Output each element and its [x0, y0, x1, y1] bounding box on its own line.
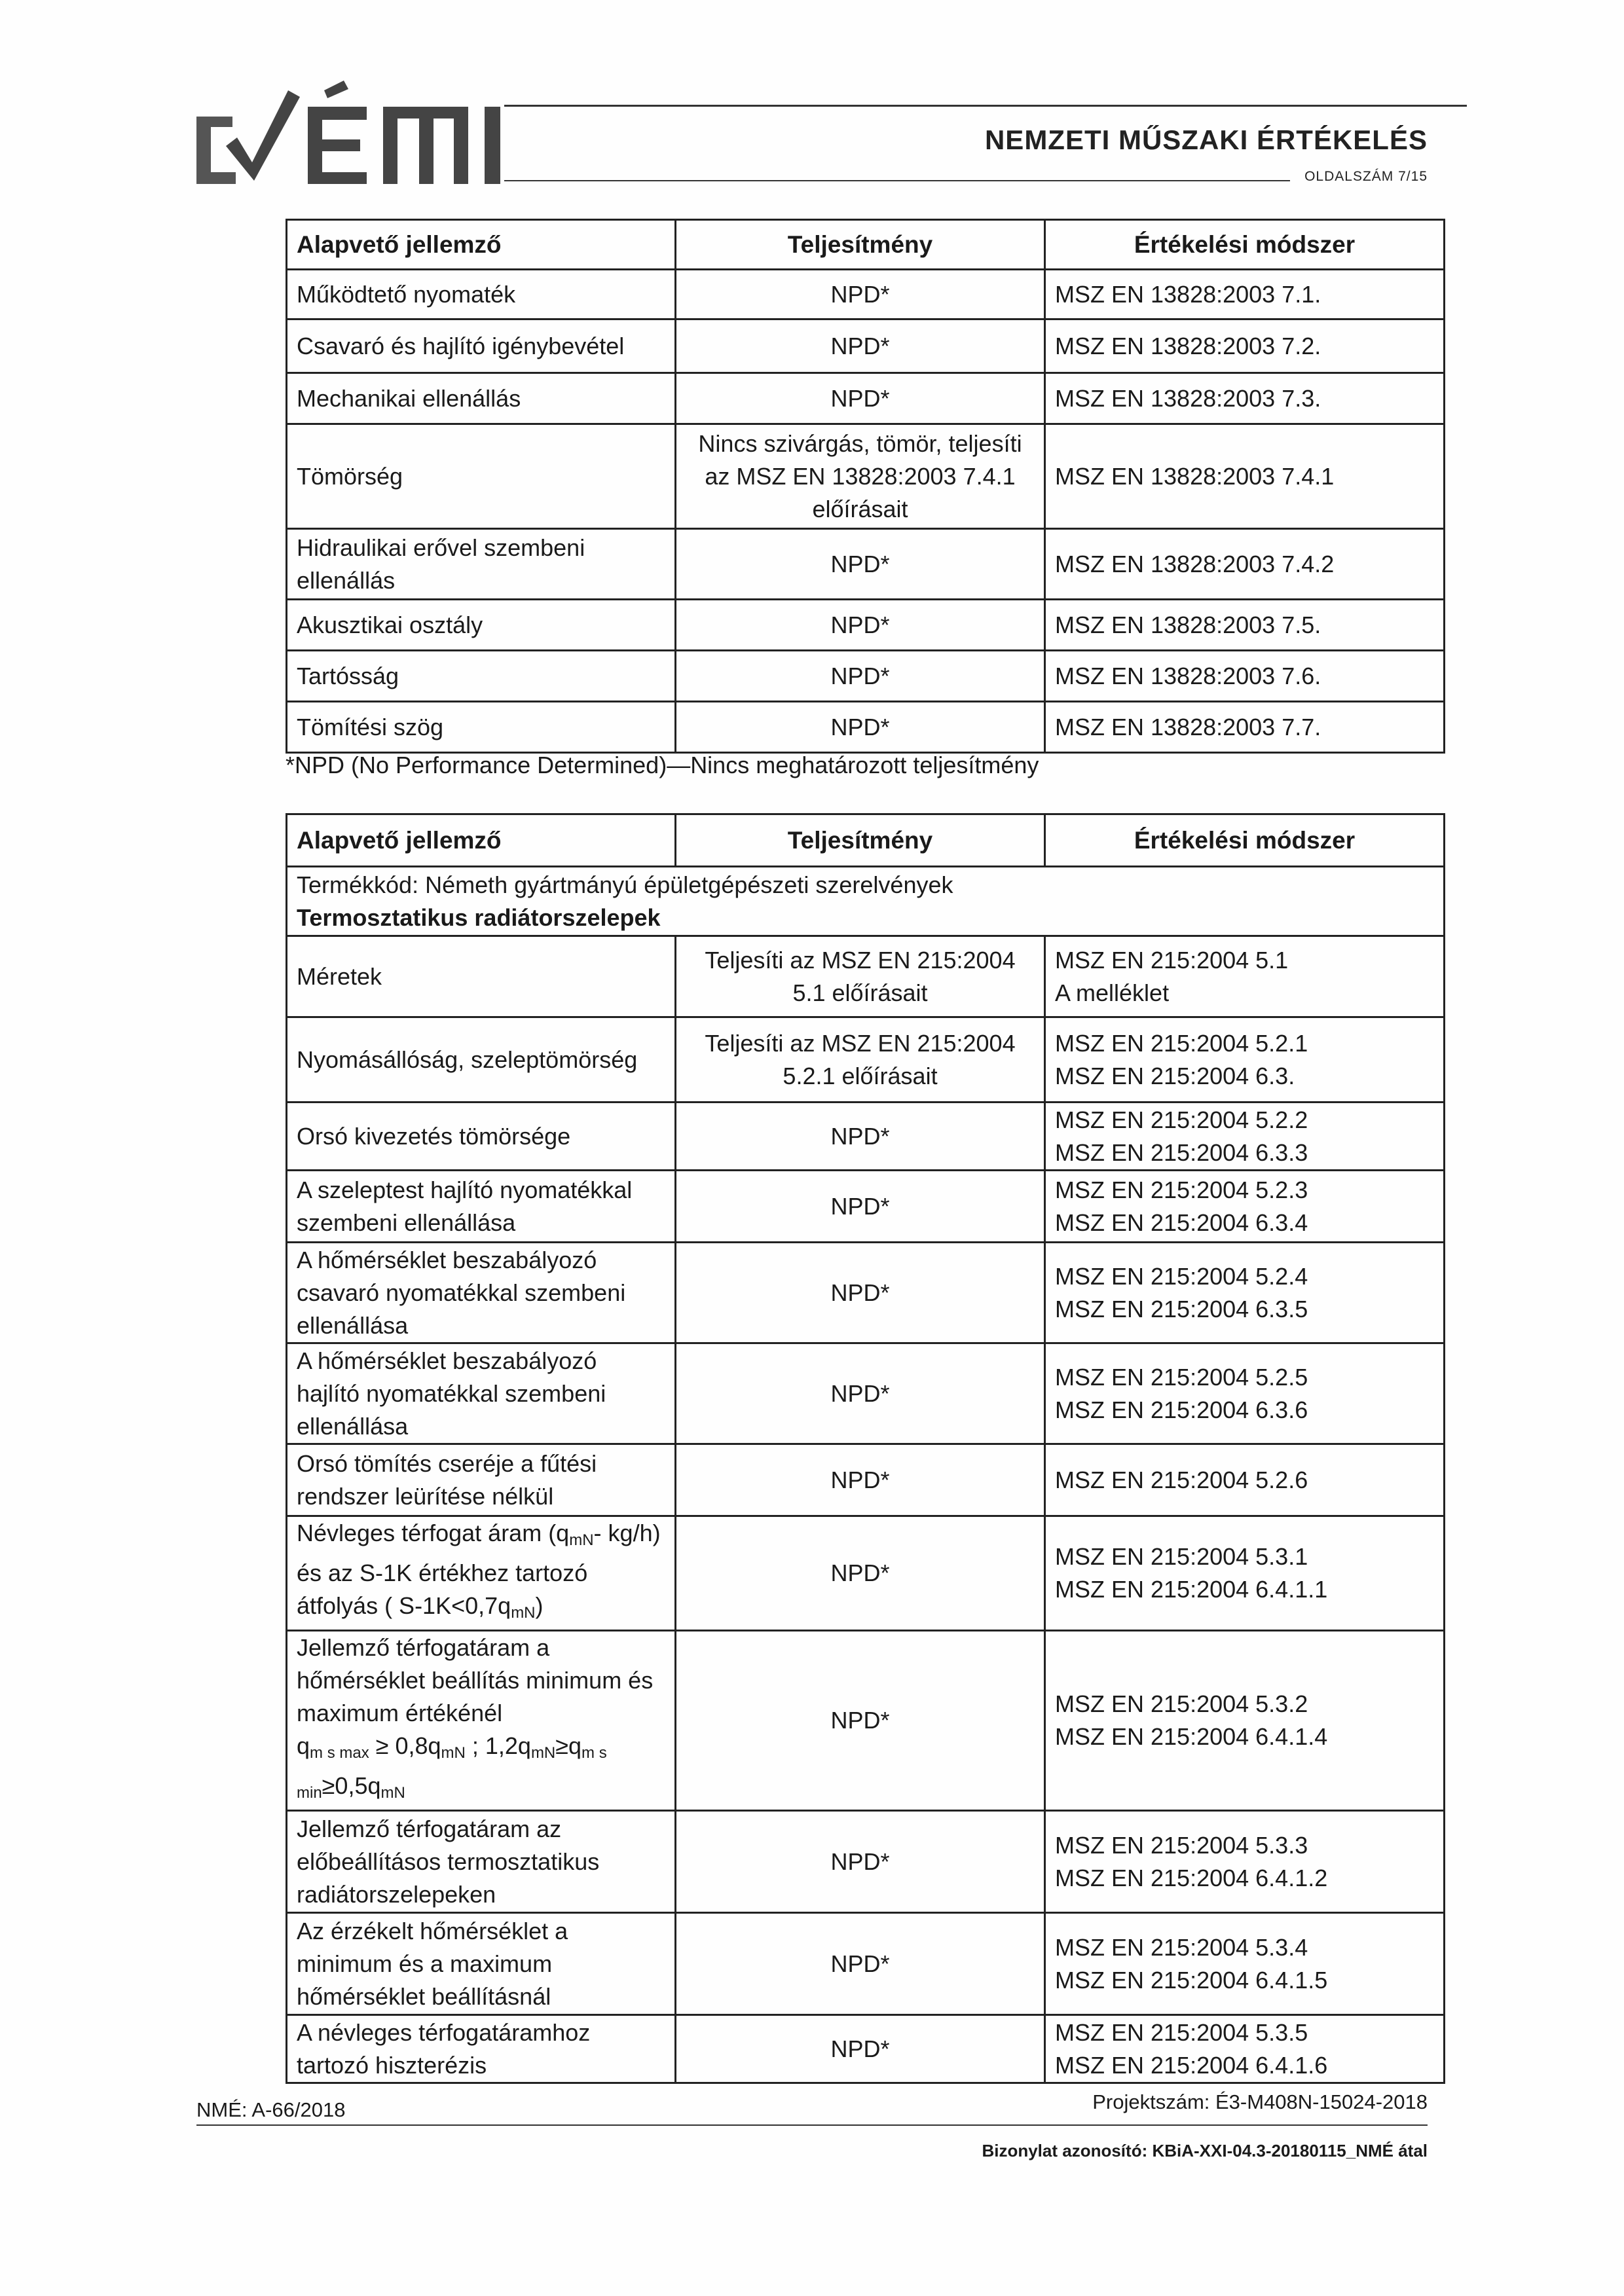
cell-method: MSZ EN 13828:2003 7.4.1 — [1045, 424, 1445, 529]
cell-performance: NPD* — [676, 1171, 1045, 1243]
method-line: A melléklet — [1055, 979, 1170, 1006]
cell-performance: NPD* — [676, 1811, 1045, 1913]
cell-characteristic: A hőmérséklet beszabályozó hajlító nyomatékkal szembeni ellenállása — [287, 1343, 676, 1444]
cell-characteristic: Csavaró és hajlító igénybevétel — [287, 319, 676, 373]
header-rule — [504, 105, 1467, 107]
method-line: MSZ EN 215:2004 6.3. — [1055, 1062, 1295, 1089]
cell-characteristic: Tartósság — [287, 651, 676, 702]
cell-characteristic: Nyomásállóság, szeleptömörség — [287, 1017, 676, 1102]
method-line: MSZ EN 215:2004 6.4.1.5 — [1055, 1966, 1328, 1994]
cell-method — [1045, 1017, 1445, 1102]
table-row — [287, 600, 1445, 651]
cell-characteristic: Orsó kivezetés tömörsége — [287, 1102, 676, 1171]
table-row — [287, 1343, 1445, 1444]
cell-characteristic: Névleges térfogat áram ($q_{mN}-$ kg/h) és az S-1K értékhez tartozó átfolyás ( $S-1K<0,7q_{mN}$) — [287, 1516, 676, 1631]
table-header-row — [287, 220, 1445, 270]
method-line: MSZ EN 215:2004 6.4.1.6 — [1055, 2051, 1328, 2079]
cell-characteristic: Jellemző térfogatáram az előbeállításos termosztatikus radiátorszelepeken — [287, 1811, 676, 1913]
cell-method — [1045, 2015, 1445, 2083]
footer-project-number: Projektszám: É3-M408N-15024-2018 — [1092, 2090, 1428, 2113]
table-row — [287, 1631, 1445, 1811]
header-performance: Teljesítmény — [676, 814, 1045, 867]
cell-method: MSZ EN 215:2004 5.2.6 — [1045, 1444, 1445, 1516]
cell-characteristic: Akusztikai osztály — [287, 600, 676, 651]
method-line: MSZ EN 215:2004 5.3.5 — [1055, 2018, 1308, 2046]
cell-performance: NPD* — [676, 319, 1045, 373]
header-page-rule — [504, 180, 1290, 181]
cell-performance: NPD* — [676, 2015, 1045, 2083]
cell-method: MSZ EN 13828:2003 7.7. — [1045, 702, 1445, 753]
method-line: MSZ EN 215:2004 6.3.3 — [1055, 1139, 1308, 1166]
cell-characteristic: Az érzékelt hőmérséklet a minimum és a maximum hőmérséklet beállításnál — [287, 1913, 676, 2015]
cell-performance: NPD* — [676, 600, 1045, 651]
product-cell — [287, 867, 1445, 936]
table-row — [287, 1811, 1445, 1913]
cell-characteristic: A hőmérséklet beszabályozó csavaró nyomatékkal szembeni ellenállása — [287, 1243, 676, 1343]
product-row — [287, 867, 1445, 936]
method-line: MSZ EN 215:2004 5.3.2 — [1055, 1690, 1308, 1717]
page-number: OLDALSZÁM 7/15 — [1304, 169, 1428, 184]
header-method: Értékelési módszer — [1045, 814, 1445, 867]
cell-performance: Teljesíti az MSZ EN 215:2004 5.2.1 előírásait — [676, 1017, 1045, 1102]
table-row — [287, 2015, 1445, 2083]
method-line: MSZ EN 215:2004 5.2.3 — [1055, 1176, 1308, 1203]
table-row — [287, 702, 1445, 753]
method-line: MSZ EN 215:2004 6.4.1.4 — [1055, 1723, 1328, 1750]
cell-characteristic: Tömítési szög — [287, 702, 676, 753]
footer-nme-number: NMÉ: A-66/2018 — [196, 2098, 346, 2121]
table-row — [287, 1102, 1445, 1171]
npd-footnote: *NPD (No Performance Determined)—Nincs meghatározott teljesítmény — [286, 752, 1039, 778]
table-row — [287, 1444, 1445, 1516]
cell-performance: Nincs szivárgás, tömör, teljesíti az MSZ EN 13828:2003 7.4.1 előírásait — [676, 424, 1045, 529]
header-characteristic: Alapvető jellemző — [287, 814, 676, 867]
footer-document-id: Bizonylat azonosító: KBiA-XXI-04.3-20180115_NMÉ átal — [982, 2141, 1428, 2160]
cell-method: MSZ EN 13828:2003 7.6. — [1045, 651, 1445, 702]
cell-performance: NPD* — [676, 1631, 1045, 1811]
table-row — [287, 319, 1445, 373]
method-line: MSZ EN 215:2004 5.3.1 — [1055, 1543, 1308, 1570]
footer-rule — [196, 2124, 1428, 2126]
cell-method — [1045, 1516, 1445, 1631]
cell-method: MSZ EN 13828:2003 7.5. — [1045, 600, 1445, 651]
table-row — [287, 1171, 1445, 1243]
table-row — [287, 1243, 1445, 1343]
method-line: MSZ EN 215:2004 6.4.1.1 — [1055, 1576, 1328, 1603]
cell-method — [1045, 1171, 1445, 1243]
method-line: MSZ EN 215:2004 5.3.4 — [1055, 1933, 1308, 1961]
cell-characteristic: Jellemző térfogatáram a hőmérséklet beállítás minimum és maximum értékénél $q_{m s max} \ge 0,8q_{mN}$ ; $1,2q_{mN}\ge q_{m s min}\ge 0,5q_{mN}$ — [287, 1631, 676, 1811]
table-row — [287, 1913, 1445, 2015]
cell-performance: Teljesíti az MSZ EN 215:2004 5.1 előírásait — [676, 936, 1045, 1017]
cell-characteristic: Mechanikai ellenállás — [287, 373, 676, 424]
method-line: MSZ EN 215:2004 6.3.6 — [1055, 1396, 1308, 1423]
cell-performance: NPD* — [676, 1516, 1045, 1631]
cell-characteristic: Hidraulikai erővel szembeni ellenállás — [287, 529, 676, 600]
emi-logo — [196, 77, 524, 192]
logo-text: ÉMI — [196, 77, 198, 78]
method-line: MSZ EN 215:2004 5.2.2 — [1055, 1106, 1308, 1133]
cell-performance: NPD* — [676, 270, 1045, 319]
cell-characteristic: A szeleptest hajlító nyomatékkal szembeni ellenállása — [287, 1171, 676, 1243]
table-row — [287, 1017, 1445, 1102]
table-row — [287, 651, 1445, 702]
cell-method — [1045, 1243, 1445, 1343]
cell-characteristic: A névleges térfogatáramhoz tartozó hiszterézis — [287, 2015, 676, 2083]
cell-performance: NPD* — [676, 1343, 1045, 1444]
method-line: MSZ EN 215:2004 5.1 — [1055, 946, 1289, 974]
method-line: MSZ EN 215:2004 5.2.4 — [1055, 1262, 1308, 1290]
cell-method — [1045, 1913, 1445, 2015]
table-row — [287, 373, 1445, 424]
table-row — [287, 529, 1445, 600]
cell-method — [1045, 936, 1445, 1017]
cell-performance: NPD* — [676, 1913, 1045, 2015]
method-line: MSZ EN 215:2004 5.2.1 — [1055, 1029, 1308, 1057]
cell-performance: NPD* — [676, 1444, 1045, 1516]
cell-performance: NPD* — [676, 702, 1045, 753]
cell-characteristic: Orsó tömítés cseréje a fűtési rendszer leürítése nélkül — [287, 1444, 676, 1516]
table-header-row — [287, 814, 1445, 867]
method-line: MSZ EN 215:2004 6.3.4 — [1055, 1209, 1308, 1236]
cell-characteristic: Működtető nyomaték — [287, 270, 676, 319]
cell-method: MSZ EN 13828:2003 7.3. — [1045, 373, 1445, 424]
cell-characteristic: Tömörség — [287, 424, 676, 529]
cell-performance: NPD* — [676, 373, 1045, 424]
cell-characteristic: Méretek — [287, 936, 676, 1017]
method-line: MSZ EN 215:2004 5.2.5 — [1055, 1363, 1308, 1391]
cell-performance: NPD* — [676, 651, 1045, 702]
cell-method — [1045, 1343, 1445, 1444]
header-performance: Teljesítmény — [676, 220, 1045, 270]
cell-method: MSZ EN 13828:2003 7.2. — [1045, 319, 1445, 373]
product-code: Termékkód: Németh gyártmányú épületgépészeti szerelvények — [297, 871, 953, 898]
cell-method — [1045, 1811, 1445, 1913]
method-line: MSZ EN 215:2004 5.3.3 — [1055, 1831, 1308, 1859]
cell-performance: NPD* — [676, 1102, 1045, 1171]
method-line: MSZ EN 215:2004 6.4.1.2 — [1055, 1864, 1328, 1891]
table-row — [287, 270, 1445, 319]
table-row — [287, 1516, 1445, 1631]
table-performance-1 — [286, 219, 1445, 754]
header-title: NEMZETI MŰSZAKI ÉRTÉKELÉS — [984, 124, 1428, 155]
cell-method — [1045, 1102, 1445, 1171]
header-characteristic: Alapvető jellemző — [287, 220, 676, 270]
cell-method — [1045, 1631, 1445, 1811]
cell-method: MSZ EN 13828:2003 7.4.2 — [1045, 529, 1445, 600]
table-row — [287, 424, 1445, 529]
product-group: Termosztatikus radiátorszelepek — [297, 903, 661, 931]
cell-performance: NPD* — [676, 1243, 1045, 1343]
cell-performance: NPD* — [676, 529, 1045, 600]
header-method: Értékelési módszer — [1045, 220, 1445, 270]
cell-method: MSZ EN 13828:2003 7.1. — [1045, 270, 1445, 319]
table-row — [287, 936, 1445, 1017]
table-performance-2 — [286, 813, 1445, 2084]
method-line: MSZ EN 215:2004 6.3.5 — [1055, 1295, 1308, 1322]
